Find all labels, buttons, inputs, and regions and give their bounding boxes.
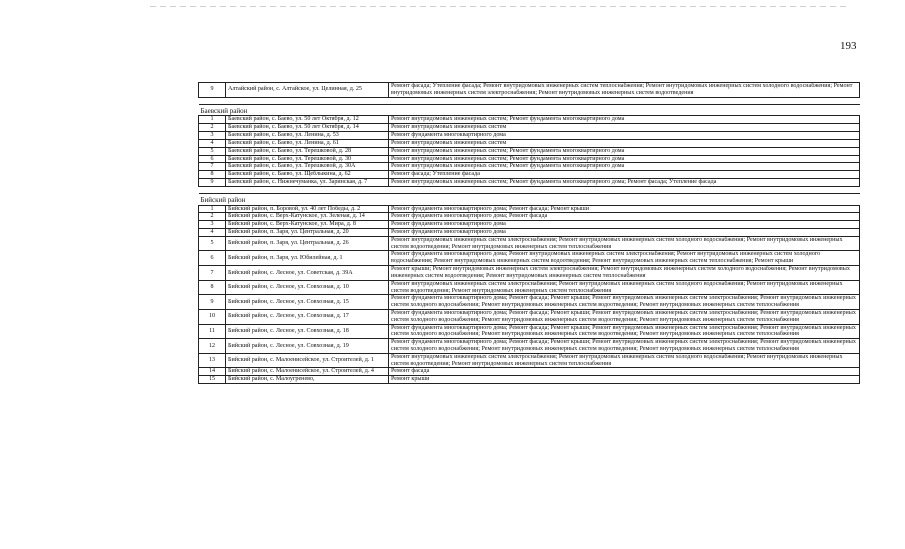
address-cell: Бийский район, с. Лесное, ул. Советская, д. 39А [226, 266, 389, 281]
table-row [199, 171, 860, 179]
address-cell: Баевский район, с. Баево, ул. Терешковой, д. 30 [226, 155, 389, 163]
works-cell: Ремонт фасада [389, 368, 860, 376]
row-number: 5 [199, 236, 226, 251]
page-number: 193 [840, 40, 857, 52]
works-cell: Ремонт фундамента многоквартирного дома; Ремонт фасада [389, 213, 860, 221]
row-number: 15 [199, 376, 226, 384]
spacer-cell [199, 97, 860, 104]
row-number: 8 [199, 171, 226, 179]
row-number: 12 [199, 339, 226, 354]
works-cell: Ремонт внутридомовых инженерных систем [389, 139, 860, 147]
row-number: 7 [199, 266, 226, 281]
address-cell: Бийский район, п. Заря, ул. Центральная, д. 26 [226, 236, 389, 251]
address-cell: Бийский район, с. Лесное, ул. Совхозная, д. 15 [226, 295, 389, 310]
works-cell: Ремонт фундамента многоквартирного дома [389, 229, 860, 237]
row-number: 7 [199, 163, 226, 171]
table-row [199, 147, 860, 155]
district-name: Бийский район [199, 193, 860, 205]
works-cell: Ремонт внутридомовых инженерных систем [389, 124, 860, 132]
works-cell: Ремонт фундамента многоквартирного дома; Ремонт фасада; Ремонт крыши; Ремонт внутридомовых инженерных систем электроснабжения; Ремонт внутридомовых инженерных систем холодного водоснабжения; Ремонт внутридомовых инженерных систем водоотведения; Ремонт внутридомовых инженерных систем теплоснабжения [389, 339, 860, 354]
row-number: 11 [199, 324, 226, 339]
works-cell: Ремонт внутридомовых инженерных систем электроснабжения; Ремонт внутридомовых инженерных систем холодного водоснабжения; Ремонт внутридомовых инженерных систем водоотведения; Ремонт внутридомовых инженерных систем теплоснабжения [389, 353, 860, 368]
table-row [199, 368, 860, 376]
works-cell: Ремонт крыши [389, 376, 860, 384]
works-cell: Ремонт внутридомовых инженерных систем; Ремонт фундамента многоквартирного дома; Ремонт фасада; Утепление фасада [389, 178, 860, 186]
address-cell: Бийский район, с. Лесное, ул. Совхозная, д. 18 [226, 324, 389, 339]
address-cell: Бийский район, с. Лесное, ул. Совхозная, д. 19 [226, 339, 389, 354]
address-cell: Баевский район, с. Баево, ул. Терешковой, д. 30А [226, 163, 389, 171]
spacer-cell [199, 186, 860, 193]
table-row [199, 116, 860, 124]
table-row [199, 353, 860, 368]
table-row [199, 124, 860, 132]
table-row [199, 139, 860, 147]
table-row [199, 309, 860, 324]
address-cell: Бийский район, с. Верх-Катунское, ул. Зеленая, д. 14 [226, 213, 389, 221]
address-cell: Баевский район, с. Баево, ул. Ленина, д. 53 [226, 132, 389, 140]
address-cell: Баевский район, с. Баево, ул. 50 лет Октября, д. 12 [226, 116, 389, 124]
address-cell: Бийский район, с. Лесное, ул. Совхозная, д. 17 [226, 309, 389, 324]
row-number: 10 [199, 309, 226, 324]
row-number: 2 [199, 124, 226, 132]
scan-artifact-line [150, 6, 850, 7]
row-number: 2 [199, 213, 226, 221]
district-header-row [199, 104, 860, 116]
works-cell: Ремонт фундамента многоквартирного дома; Ремонт фасада; Ремонт крыши [389, 205, 860, 213]
works-cell: Ремонт фасада; Утепление фасада [389, 171, 860, 179]
table-row [199, 83, 860, 98]
works-cell: Ремонт крыши; Ремонт внутридомовых инженерных систем электроснабжения; Ремонт внутридомовых инженерных систем холодного водоснабжения; Ремонт внутридомовых инженерных систем водоотведения; Ремонт внутридомовых инженерных систем теплоснабжения [389, 266, 860, 281]
row-number: 1 [199, 205, 226, 213]
address-cell: Бийский район, с. Малоенисейское, ул. Строителей, д. 1 [226, 353, 389, 368]
address-cell: Баевский район, с. Баево, ул. Терешковой, д. 28 [226, 147, 389, 155]
works-cell: Ремонт фундамента многоквартирного дома; Ремонт фасада; Ремонт крыши; Ремонт внутридомовых инженерных систем электроснабжения; Ремонт внутридомовых инженерных систем холодного водоснабжения; Ремонт внутридомовых инженерных систем водоотведения; Ремонт внутридомовых инженерных систем теплоснабжения [389, 324, 860, 339]
table-body [199, 83, 860, 384]
table-row [199, 251, 860, 266]
works-cell: Ремонт фундамента многоквартирного дома; Ремонт внутридомовых инженерных систем электроснабжения; Ремонт внутридомовых инженерных систем холодного водоснабжения; Ремонт внутридомовых инженерных систем водоотведения; Ремонт внутридомовых инженерных систем теплоснабжения; Ремонт крыши [389, 251, 860, 266]
row-number: 9 [199, 83, 226, 98]
address-cell: Бийский район, п. Заря, ул. Центральная, д. 20 [226, 229, 389, 237]
table-row [199, 266, 860, 281]
row-number: 9 [199, 178, 226, 186]
works-cell: Ремонт фундамента многоквартирного дома [389, 221, 860, 229]
row-number: 3 [199, 132, 226, 140]
row-number: 6 [199, 251, 226, 266]
table-row [199, 236, 860, 251]
address-cell: Баевский район, с. Баево, ул. 50 лет Октября, д. 14 [226, 124, 389, 132]
row-number: 5 [199, 147, 226, 155]
works-cell: Ремонт фасада; Утепление фасада; Ремонт внутридомовых инженерных систем теплоснабжения; Ремонт внутридомовых инженерных систем холодного водоснабжения; Ремонт внутридомовых инженерных систем электроснабжения; Ремонт внутридомовых инженерных систем водоотведения [389, 83, 860, 98]
address-cell: Баевский район, с. Баево, ул. Ленина, д. 61 [226, 139, 389, 147]
table-row [199, 295, 860, 310]
works-cell: Ремонт внутридомовых инженерных систем; Ремонт фундамента многоквартирного дома [389, 116, 860, 124]
district-name: Баевский район [199, 104, 860, 116]
works-cell: Ремонт внутридомовых инженерных систем; Ремонт фундамента многоквартирного дома [389, 163, 860, 171]
row-number: 4 [199, 229, 226, 237]
table-row [199, 229, 860, 237]
row-number: 1 [199, 116, 226, 124]
address-cell: Бийский район, с. Лесное, ул. Совхозная, д. 10 [226, 280, 389, 295]
works-cell: Ремонт фундамента многоквартирного дома [389, 132, 860, 140]
table-row [199, 324, 860, 339]
row-number: 9 [199, 295, 226, 310]
row-number: 3 [199, 221, 226, 229]
works-cell: Ремонт внутридомовых инженерных систем; Ремонт фундамента многоквартирного дома [389, 147, 860, 155]
row-number: 8 [199, 280, 226, 295]
repair-program-table [198, 82, 860, 384]
table-row [199, 213, 860, 221]
address-cell: Баевский район, с. Баево, ул. Щеблыкина, д. 62 [226, 171, 389, 179]
district-header-row [199, 193, 860, 205]
row-number: 13 [199, 353, 226, 368]
address-cell: Бийский район, п. Заря, ул. Юбилейная, д. 1 [226, 251, 389, 266]
address-cell: Бийский район, с. Верх-Катунское, ул. Мира, д. 8 [226, 221, 389, 229]
works-cell: Ремонт фундамента многоквартирного дома; Ремонт фасада; Ремонт крыши; Ремонт внутридомовых инженерных систем электроснабжения; Ремонт внутридомовых инженерных систем холодного водоснабжения; Ремонт внутридомовых инженерных систем водоотведения; Ремонт внутридомовых инженерных систем теплоснабжения [389, 309, 860, 324]
address-cell: Бийский район, п. Боровой, ул. 40 лет Победы, д. 2 [226, 205, 389, 213]
table-row [199, 163, 860, 171]
table-row [199, 205, 860, 213]
address-cell: Баевский район, с. Нижнечуманка, ул. Заринская, д. 7 [226, 178, 389, 186]
row-number: 14 [199, 368, 226, 376]
table-row [199, 155, 860, 163]
table-row [199, 132, 860, 140]
address-cell: Бийский район, с. Малоенисейское, ул. Строителей, д. 4 [226, 368, 389, 376]
address-cell: Бийский район, с. Малоугренево, [226, 376, 389, 384]
works-cell: Ремонт внутридомовых инженерных систем электроснабжения; Ремонт внутридомовых инженерных систем холодного водоснабжения; Ремонт внутридомовых инженерных систем водоотведения; Ремонт внутридомовых инженерных систем теплоснабжения [389, 236, 860, 251]
works-cell: Ремонт фундамента многоквартирного дома; Ремонт фасада; Ремонт крыши; Ремонт внутридомовых инженерных систем электроснабжения; Ремонт внутридомовых инженерных систем холодного водоснабжения; Ремонт внутридомовых инженерных систем водоотведения; Ремонт внутридомовых инженерных систем теплоснабжения [389, 295, 860, 310]
section-spacer [199, 186, 860, 193]
table-row [199, 221, 860, 229]
row-number: 4 [199, 139, 226, 147]
table-row [199, 376, 860, 384]
address-cell: Алтайский район, с. Алтайское, ул. Целинная, д. 25 [226, 83, 389, 98]
section-spacer [199, 97, 860, 104]
row-number: 6 [199, 155, 226, 163]
works-cell: Ремонт внутридомовых инженерных систем; Ремонт фундамента многоквартирного дома [389, 155, 860, 163]
table-row [199, 280, 860, 295]
table-row [199, 178, 860, 186]
table-row [199, 339, 860, 354]
works-cell: Ремонт внутридомовых инженерных систем электроснабжения; Ремонт внутридомовых инженерных систем холодного водоснабжения; Ремонт внутридомовых инженерных систем водоотведения; Ремонт внутридомовых инженерных систем теплоснабжения [389, 280, 860, 295]
